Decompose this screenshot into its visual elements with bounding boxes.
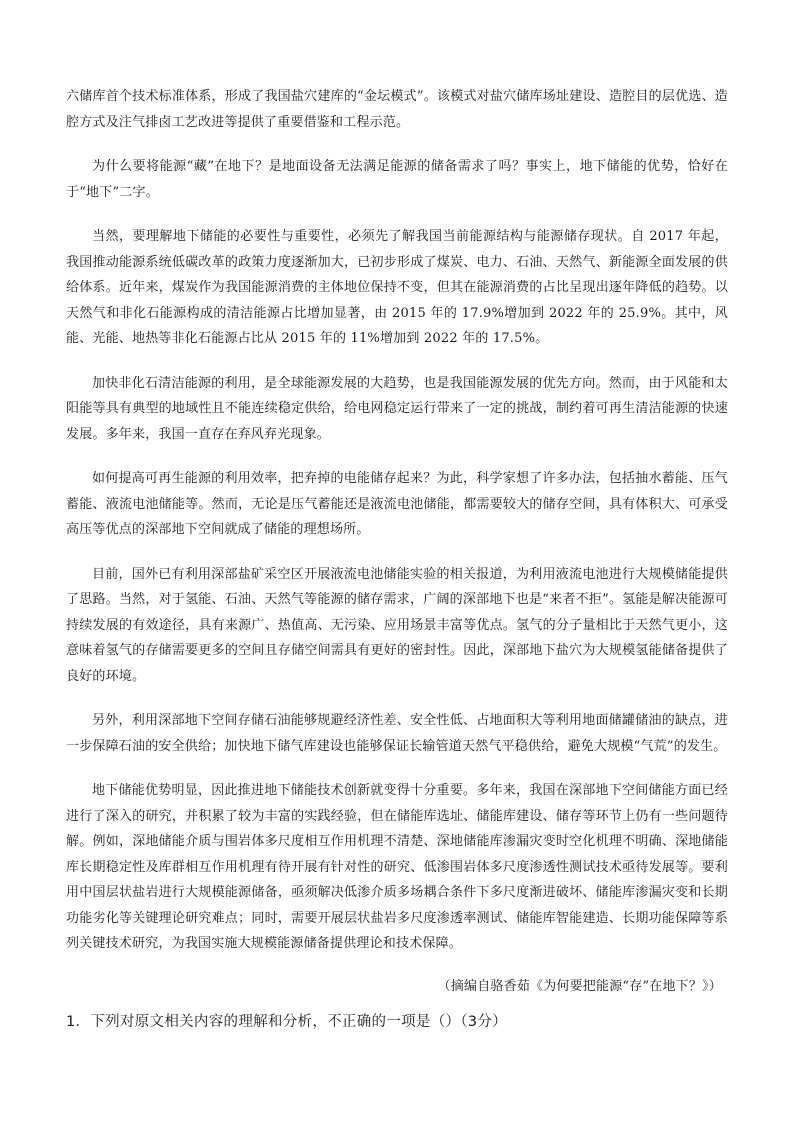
- paragraph-continuation: 六储库首个技术标准体系，形成了我国盐穴建库的“金坛模式”。该模式对盐穴储库场址建设、造腔目的层优选、造腔方式及注气排卤工艺改进等提供了重要借鉴和工程示范。: [66, 89, 728, 130]
- paragraph-hydrogen-storage: 目前，国外已有利用深部盐矿采空区开展液流电池储能实验的相关报道，为利用液流电池进行大规模储能提供了思路。当然，对于氢能、石油、天然气等能源的储存需求，广阔的深部地下也是“来者不拒”。氢能是解决能源可持续发展的有效途径，具有来源广、热值高、无污染、应用场景丰富等优点。氢气的分子量相比于天然气更小，这意味着氢气的存储需要更多的空间且存储空间需具有更好的密封性。因此，深部地下盐穴为大规模氢能储备提供了良好的环境。: [66, 566, 728, 684]
- question-1: 1．下列对原文相关内容的理解和分析，不正确的一项是（）（3分）: [66, 1014, 507, 1030]
- source-citation: （摘编自骆香茹《为何要把能源“存”在地下？》）: [437, 978, 722, 994]
- paragraph-oil-gas-storage: 另外，利用深部地下空间存储石油能够规避经济性差、安全性低、占地面积大等利用地面储罐储油的缺点，进一步保障石油的安全供给；加快地下储气库建设也能够保证长输管道天然气平稳供给，避免大规模“气荒”的发生。: [66, 713, 728, 754]
- paragraph-energy-structure: 当然，要理解地下储能的必要性与重要性，必须先了解我国当前能源结构与能源储存现状。自 2017 年起，我国推动能源系统低碳改革的政策力度逐渐加大，已初步形成了煤炭、电力、石油、天然气、新能源全面发展的供给体系。近年来，煤炭作为我国能源消费的主体地位保持不变，但其在能源消费的占比呈现出逐年降低的趋势。以天然气和非化石能源构成的清洁能源占比增加显著，由 2015 年的 17.9%增加到 2022 年的 25.9%。其中，风能、光能、地热等非化石能源占比从 2015 年的 11%增加到 2022 年的 17.5%。: [66, 229, 728, 346]
- paragraph-non-fossil-energy: 加快非化石清洁能源的利用，是全球能源发展的大趋势，也是我国能源发展的优先方向。然而，由于风能和太阳能等具有典型的地域性且不能连续稳定供给，给电网稳定运行带来了一定的挑战，制约着可再生清洁能源的快速发展。多年来，我国一直存在弃风弃光现象。: [66, 375, 728, 442]
- paragraph-storage-methods: 如何提高可再生能源的利用效率，把弃掉的电能储存起来？为此，科学家想了许多办法，包括抽水蓄能、压气蓄能、液流电池储能等。然而，无论是压气蓄能还是液流电池储能，都需要较大的储存空间，具有体积大、可承受高压等优点的深部地下空间就成了储能的理想场所。: [66, 471, 728, 537]
- paragraph-technology-innovation: 地下储能优势明显，因此推进地下储能技术创新就变得十分重要。多年来，我国在深部地下空间储能方面已经进行了深入的研究，并积累了较为丰富的实践经验，但在储能库选址、储能库建设、储存等环节上仍有一些问题待解。例如，深地储能介质与围岩体多尺度相互作用机理不清楚、深地储能库渗漏灾变时空化机理不明确、深地储能库长期稳定性及库群相互作用机理有待开展有针对性的研究、低渗围岩体多尺度渗透性测试技术亟待发展等。要利用中国层状盐岩进行大规模能源储备，亟须解决低渗介质多场耦合条件下多尺度渐进破坏、储能库渗漏灾变和长期功能劣化等关键理论研究难点；同时，需要开展层状盐岩多尺度渗透率测试、储能库智能建造、长期功能保障等系列关键技术研究，为我国实施大规模能源储备提供理论和技术保障。: [66, 783, 728, 951]
- paragraph-why-underground: 为什么要将能源“藏”在地下？是地面设备无法满足能源的储备需求了吗？事实上，地下储能的优势，恰好在于“地下”二字。: [66, 159, 728, 200]
